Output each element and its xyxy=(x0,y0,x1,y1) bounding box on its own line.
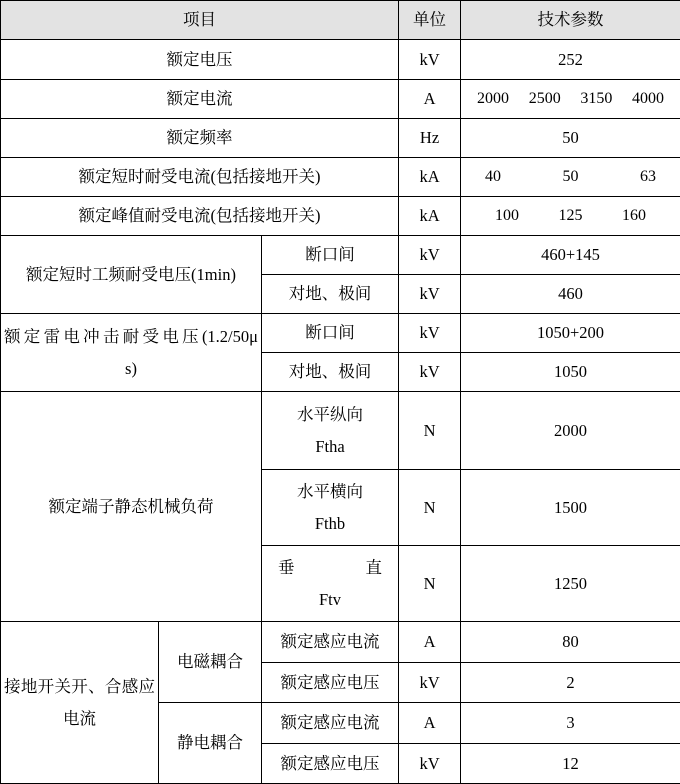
sub-label-li-gap: 断口间 xyxy=(262,314,399,353)
value-es-induced-voltage: 12 xyxy=(461,744,680,784)
value-em-induced-current: 80 xyxy=(461,622,680,663)
sub-label-em-induced-current: 额定感应电流 xyxy=(262,622,399,663)
value-rated-voltage: 252 xyxy=(461,40,680,80)
table-row-rated-voltage xyxy=(1,40,680,80)
sub-label-ftv-char2: 直 xyxy=(366,552,383,583)
header-cell-parameters: 技术参数 xyxy=(461,1,680,40)
value-peak-withstand-current xyxy=(461,197,680,236)
item-label-lightning-line2: s) xyxy=(3,353,259,384)
group-label-electrostatic-coupling: 静电耦合 xyxy=(159,703,262,784)
item-label-rated-frequency: 额定频率 xyxy=(1,119,399,158)
value-rated-current xyxy=(461,80,680,119)
header-cell-unit: 单位 xyxy=(399,1,461,40)
value-es-induced-current: 3 xyxy=(461,703,680,744)
sub-label-ftv-line2: Ftv xyxy=(264,584,396,615)
sub-label-ftv-line1 xyxy=(264,552,396,583)
sub-label-ftha-line1: 水平纵向 xyxy=(264,399,396,430)
table-row-lightning-impulse-withstand-voltage-1 xyxy=(1,314,680,353)
value-pf-gap: 460+145 xyxy=(461,236,680,275)
sub-label-pf-gap: 断口间 xyxy=(262,236,399,275)
value-rated-current-3: 3150 xyxy=(580,87,612,110)
unit-ftha: N xyxy=(399,392,461,470)
table-row-rated-frequency xyxy=(1,119,680,158)
item-label-power-frequency-withstand-voltage: 额定短时工频耐受电压(1min) xyxy=(1,236,262,314)
item-label-short-time-withstand-current: 额定短时耐受电流(包括接地开关) xyxy=(1,158,399,197)
value-short-time-1: 40 xyxy=(485,165,501,188)
item-label-rated-voltage: 额定电压 xyxy=(1,40,399,80)
sub-label-ftha-line2: Ftha xyxy=(264,431,396,462)
item-label-lightning-impulse-withstand-voltage xyxy=(1,314,262,392)
group-label-electromagnetic-coupling: 电磁耦合 xyxy=(159,622,262,703)
item-label-peak-withstand-current: 额定峰值耐受电流(包括接地开关) xyxy=(1,197,399,236)
unit-es-induced-current: A xyxy=(399,703,461,744)
value-fthb: 1500 xyxy=(461,470,680,546)
table-row-earthing-induced-1 xyxy=(1,622,680,663)
sub-label-pf-ground: 对地、极间 xyxy=(262,275,399,314)
value-short-time-withstand-current xyxy=(461,158,680,197)
value-ftha: 2000 xyxy=(461,392,680,470)
value-pf-ground: 460 xyxy=(461,275,680,314)
item-label-terminal-static-load: 额定端子静态机械负荷 xyxy=(1,392,262,622)
value-rated-current-4: 4000 xyxy=(632,87,664,110)
table-row-peak-withstand-current xyxy=(1,197,680,236)
unit-rated-frequency: Hz xyxy=(399,119,461,158)
unit-li-ground: kV xyxy=(399,353,461,392)
value-rated-current-1: 2000 xyxy=(477,87,509,110)
table-row-power-frequency-withstand-voltage-1 xyxy=(1,236,680,275)
unit-pf-ground: kV xyxy=(399,275,461,314)
item-label-earthing-line2: 电流 xyxy=(3,703,156,734)
value-li-ground: 1050 xyxy=(461,353,680,392)
table-header-row xyxy=(1,1,680,40)
table-row-rated-current xyxy=(1,80,680,119)
sub-label-horizontal-longitudinal xyxy=(262,392,399,470)
sub-label-em-induced-voltage: 额定感应电压 xyxy=(262,663,399,703)
unit-fthb: N xyxy=(399,470,461,546)
table-row-short-time-withstand-current xyxy=(1,158,680,197)
sub-label-es-induced-voltage: 额定感应电压 xyxy=(262,744,399,784)
sub-label-vertical xyxy=(262,546,399,622)
unit-rated-current: A xyxy=(399,80,461,119)
unit-es-induced-voltage: kV xyxy=(399,744,461,784)
header-cell-project: 项目 xyxy=(1,1,399,40)
value-peak-2: 125 xyxy=(559,204,583,227)
value-li-gap: 1050+200 xyxy=(461,314,680,353)
value-peak-3: 160 xyxy=(622,204,646,227)
value-em-induced-voltage: 2 xyxy=(461,663,680,703)
unit-rated-voltage: kV xyxy=(399,40,461,80)
value-peak-1: 100 xyxy=(495,204,519,227)
unit-em-induced-voltage: kV xyxy=(399,663,461,703)
unit-pf-gap: kV xyxy=(399,236,461,275)
sub-label-fthb-line1: 水平横向 xyxy=(264,476,396,507)
item-label-earthing-line1: 接地开关开、合感应 xyxy=(3,671,156,702)
value-ftv: 1250 xyxy=(461,546,680,622)
sub-label-fthb-line2: Fthb xyxy=(264,508,396,539)
item-label-lightning-line1: 额定雷电冲击耐受电压(1.2/50μ xyxy=(3,321,259,352)
unit-li-gap: kV xyxy=(399,314,461,353)
sub-label-ftv-char1: 垂 xyxy=(278,552,295,583)
value-short-time-2: 50 xyxy=(563,165,579,188)
unit-ftv: N xyxy=(399,546,461,622)
sub-label-es-induced-current: 额定感应电流 xyxy=(262,703,399,744)
item-label-earthing-induced-current xyxy=(1,622,159,784)
sub-label-li-ground: 对地、极间 xyxy=(262,353,399,392)
value-rated-frequency: 50 xyxy=(461,119,680,158)
value-short-time-3: 63 xyxy=(640,165,656,188)
unit-short-time-withstand-current: kA xyxy=(399,158,461,197)
value-rated-current-2: 2500 xyxy=(529,87,561,110)
unit-peak-withstand-current: kA xyxy=(399,197,461,236)
sub-label-horizontal-transverse xyxy=(262,470,399,546)
table-row-terminal-static-load-1 xyxy=(1,392,680,470)
item-label-rated-current: 额定电流 xyxy=(1,80,399,119)
unit-em-induced-current: A xyxy=(399,622,461,663)
